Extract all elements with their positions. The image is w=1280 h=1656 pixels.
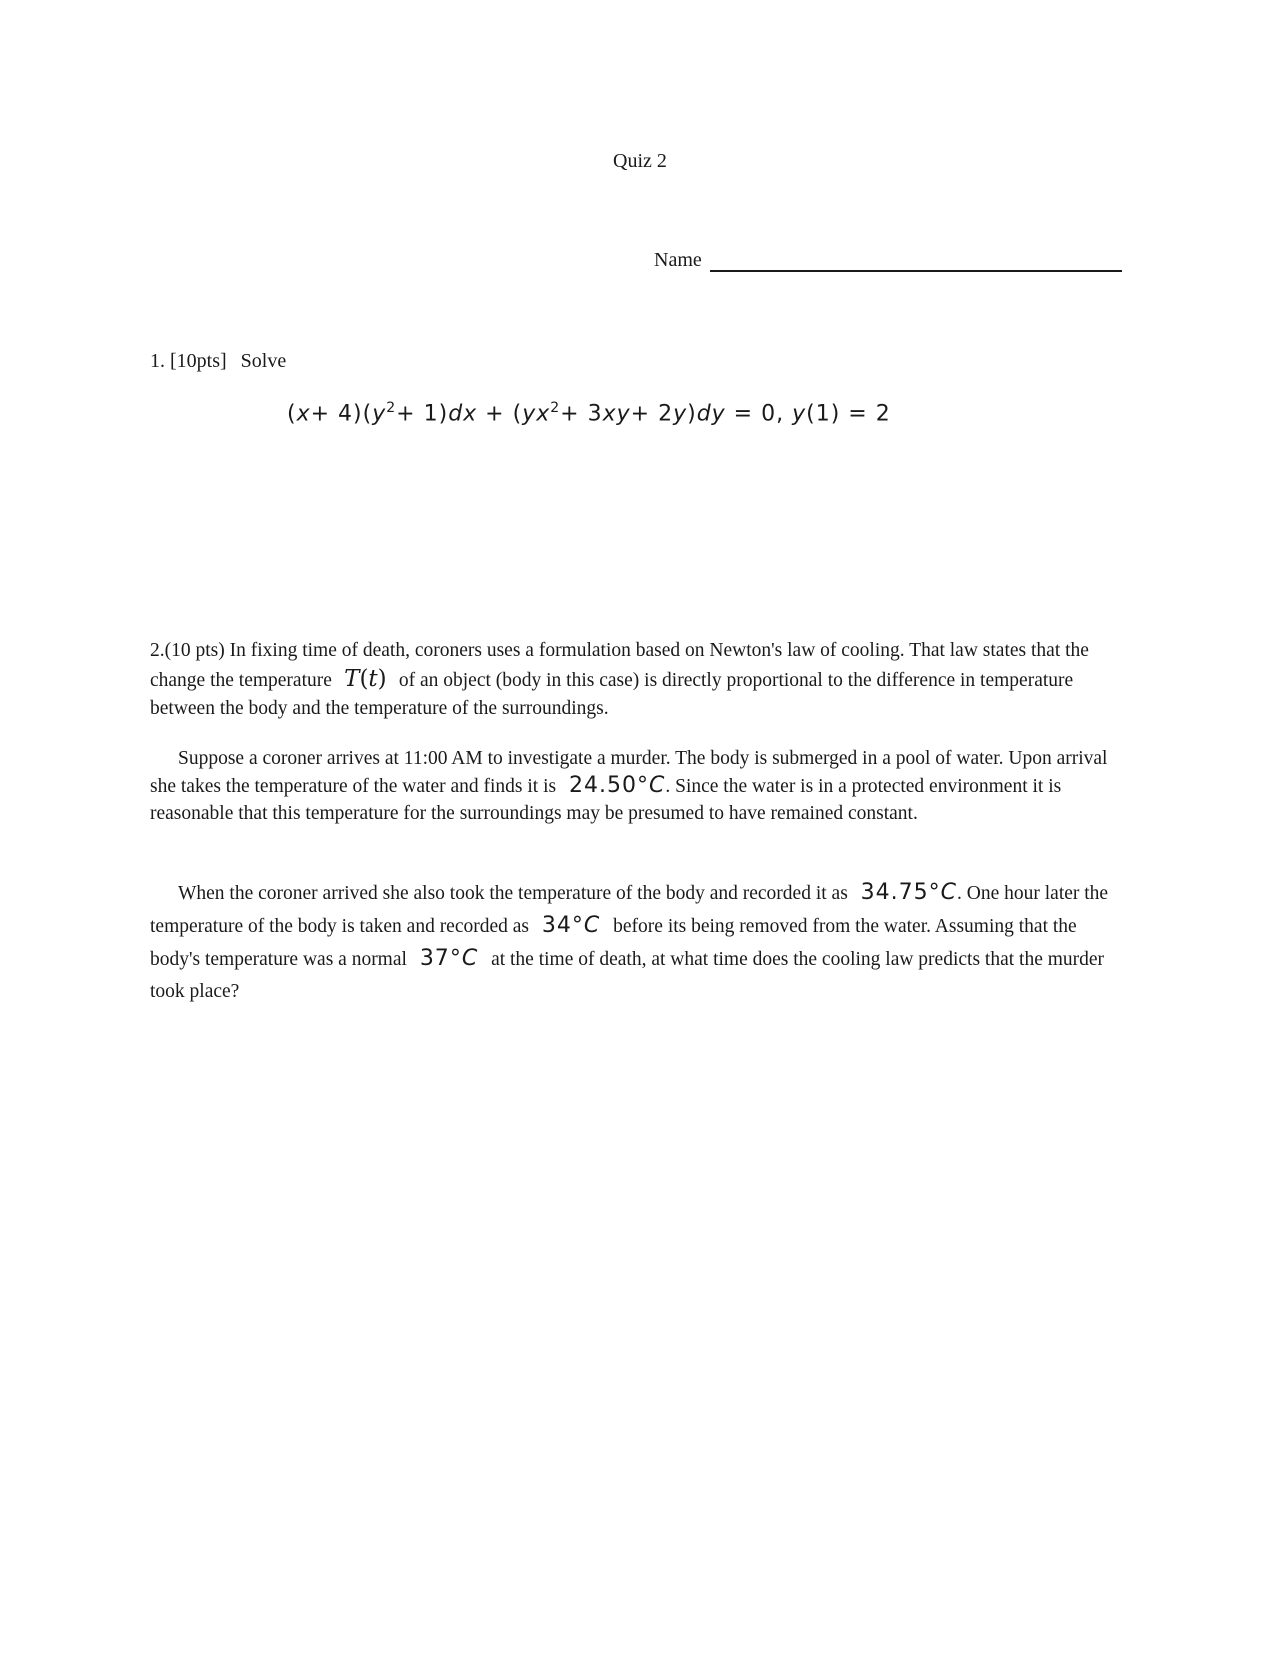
- question-2-text: 2.(10 pts) In fixing time of death, coroners uses a formulation based on Newton's law of cooling. That law states that the change the temperature: [150, 640, 1089, 691]
- page-title: Quiz 2: [613, 150, 667, 172]
- name-label: Name: [654, 249, 702, 271]
- name-field: [654, 249, 1122, 272]
- question-1-instruction: Solve: [240, 350, 287, 372]
- question-1-number: 1. [10pts]: [150, 350, 227, 372]
- question-2-text: When the coroner arrived she also took the temperature of the body and recorded it as: [178, 883, 848, 904]
- normal-body-temperature-value: 37: [419, 946, 450, 971]
- question-2-paragraph-2: [150, 745, 1130, 827]
- question-2-paragraph-1: [150, 637, 1130, 723]
- name-blank-line: [710, 250, 1122, 272]
- water-temperature: 24.50°C: [569, 773, 666, 798]
- question-2-text: . One hour later the temperature of the body is taken and recorded as: [150, 883, 1109, 937]
- body-temperature-later-value: 34: [541, 913, 572, 938]
- question-2-text: of an object (body in this case) is directly proportional to the difference in temperature between the body and the temperature of the surroundings.: [150, 670, 1074, 719]
- question-2-text: before its being removed from the water. Assuming that the body's temperature was a normal: [150, 916, 1077, 970]
- question-2-text: . Since the water is in a protected environment it is reasonable that this temperature for the surroundings may be presumed to have remained constant.: [150, 776, 1062, 824]
- body-temperature-arrival-value: 34.75: [860, 880, 929, 905]
- body-temperature-later: 34°C: [541, 913, 601, 938]
- water-temperature-value: 24.50: [569, 773, 637, 798]
- question-2-paragraph-3: [150, 877, 1130, 1008]
- question-1-equation: $(x+ 4)(y^2+ 1)dx + (yx^2+ 3xy+ 2y)dy = 0$, y(1) = 2: [287, 400, 891, 427]
- body-temperature-arrival: 34.75°C: [860, 880, 958, 905]
- question-2-text: Suppose a coroner arrives at 11:00 AM to investigate a murder. The body is submerged in a pool of water. Upon arrival she takes the temperature of the water and finds it is: [150, 748, 1108, 797]
- temperature-function: T(t): [344, 666, 394, 692]
- normal-body-temperature: 37°C: [419, 946, 479, 971]
- question-1-heading: [150, 350, 286, 373]
- question-2-text: at the time of death, at what time does the cooling law predicts that the murder took place?: [150, 949, 1105, 1002]
